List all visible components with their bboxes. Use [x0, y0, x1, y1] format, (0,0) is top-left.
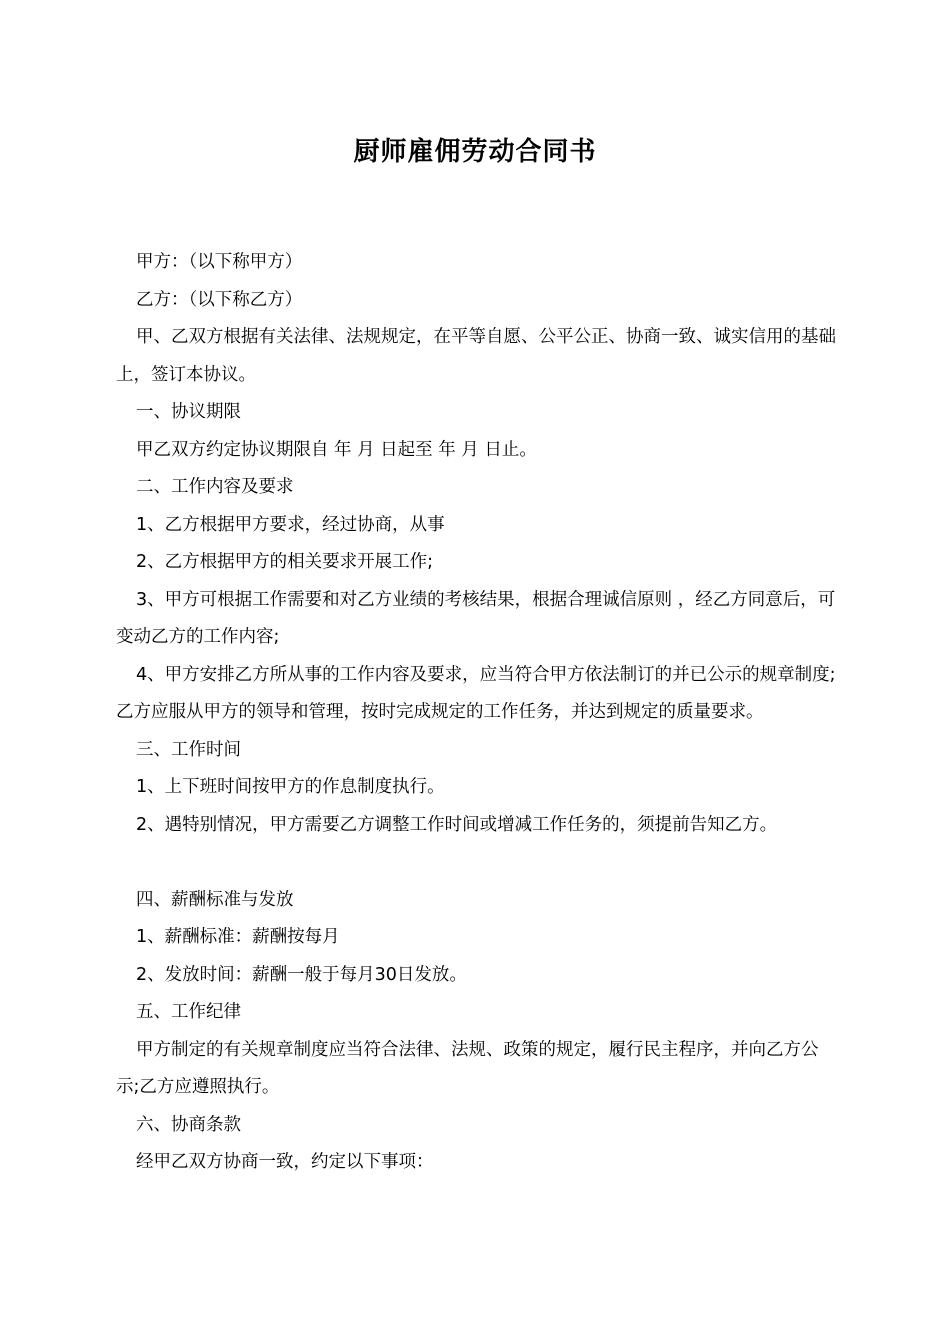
document-title: 厨师雇佣劳动合同书 [353, 137, 597, 167]
discipline-paragraph: 甲方制定的有关规章制度应当符合法律、法规、政策的规定，履行民主程序，并向乙方公示;乙方应遵照执行。 [116, 1039, 819, 1097]
salary-item-1: 1、薪酬标准：薪酬按每月 [136, 927, 340, 947]
section-heading-negotiation: 六、协商条款 [136, 1114, 241, 1135]
party-b-line: 乙方：（以下称乙方） [136, 289, 303, 310]
document-body [116, 244, 836, 1182]
salary-item-2: 2、发放时间：薪酬一般于每月30日发放。 [136, 964, 467, 985]
section-heading-term: 一、协议期限 [136, 402, 241, 422]
preamble-paragraph: 甲、乙双方根据有关法律、法规规定，在平等自愿、公平公正、协商一致、诚实信用的基础上，签订本协议。 [116, 327, 836, 385]
term-paragraph: 甲乙双方约定协议期限自 年 月 日起至 年 月 日止。 [136, 439, 537, 460]
section-heading-salary: 四、薪酬标准与发放 [136, 889, 294, 910]
paragraph-gap [116, 844, 836, 882]
section-heading-work-content: 二、工作内容及要求 [136, 477, 294, 497]
negotiation-paragraph: 经甲乙双方协商一致，约定以下事项： [136, 1152, 434, 1172]
party-a-line: 甲方：（以下称甲方） [136, 252, 303, 272]
work-time-item-2: 2、遇特别情况，甲方需要乙方调整工作时间或增减工作任务的，须提前告知乙方。 [136, 814, 778, 835]
work-content-item-1: 1、乙方根据甲方要求，经过协商，从事 [136, 514, 445, 535]
section-heading-work-time: 三、工作时间 [136, 739, 241, 760]
section-heading-discipline: 五、工作纪律 [136, 1002, 241, 1022]
work-time-item-1: 1、上下班时间按甲方的作息制度执行。 [136, 777, 445, 797]
work-content-item-2: 2、乙方根据甲方的相关要求开展工作; [136, 552, 434, 572]
work-content-item-3: 3、甲方可根据工作需要和对乙方业绩的考核结果，根据合理诚信原则 ，经乙方同意后，可变动乙方的工作内容; [116, 589, 836, 647]
work-content-item-4: 4、甲方安排乙方所从事的工作内容及要求，应当符合甲方依法制订的并已公示的规章制度;乙方应服从甲方的领导和管理，按时完成规定的工作任务，并达到规定的质量要求。 [116, 664, 836, 722]
